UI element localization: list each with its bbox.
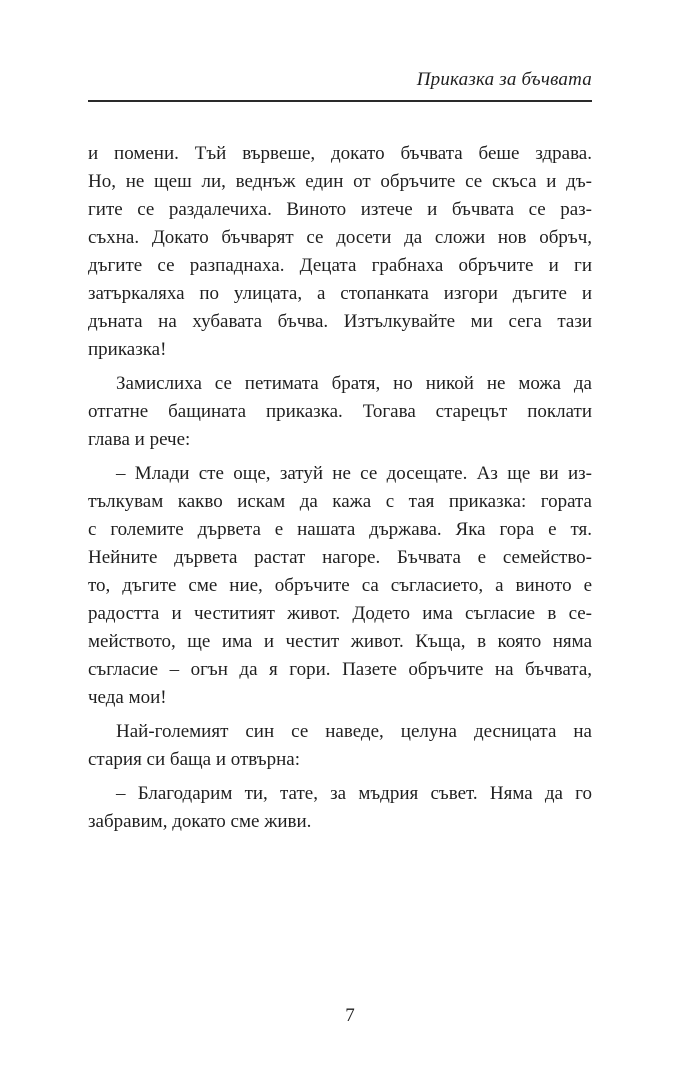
body-text xyxy=(88,140,592,836)
text-line: радостта и честитият живот. Додето има съгласие в се- xyxy=(88,603,592,624)
text-line: забравим, докато сме живи. xyxy=(88,811,312,832)
text-line: и помени. Тъй вървеше, докато бъчвата беше здрава. xyxy=(88,143,592,164)
paragraph xyxy=(88,370,592,454)
text-line: стария си баща и отвърна: xyxy=(88,749,300,770)
text-line: отгатне бащината приказка. Тогава старецът поклати xyxy=(88,401,592,422)
text-line: глава и рече: xyxy=(88,429,191,450)
text-line: тълкувам какво искам да кажа с тая приказка: гората xyxy=(88,491,592,512)
running-title: Приказка за бъчвата xyxy=(416,69,592,90)
text-line: съхна. Докато бъчварят се досети да сложи нов обръч, xyxy=(88,227,592,248)
text-line: то, дъгите сме ние, обръчите са съгласието, а виното е xyxy=(88,575,592,596)
text-line: Нейните дървета растат нагоре. Бъчвата е семейство- xyxy=(88,547,592,568)
header-rule xyxy=(88,100,592,102)
text-line: приказка! xyxy=(88,339,167,360)
paragraph xyxy=(88,780,592,836)
paragraph xyxy=(88,140,592,364)
paragraph xyxy=(88,718,592,774)
page-number: 7 xyxy=(345,1005,355,1026)
text-line: Замислиха се петимата братя, но никой не можа да xyxy=(116,373,592,394)
text-line: съгласие – огън да я гори. Пазете обръчите на бъчвата, xyxy=(88,659,592,680)
text-line: Най-големият син се наведе, целуна десницата на xyxy=(116,721,592,742)
text-line: мейството, ще има и честит живот. Къща, в която няма xyxy=(88,631,592,652)
text-line: – Млади сте още, затуй не се досещате. Аз ще ви из- xyxy=(116,463,592,484)
paragraph xyxy=(88,460,592,712)
text-line: затъркаляха по улицата, а стопанката изгори дъгите и xyxy=(88,283,592,304)
text-line: дъгите се разпаднаха. Децата грабнаха обръчите и ги xyxy=(88,255,592,276)
text-line: дъната на хубавата бъчва. Изтълкувайте ми сега тази xyxy=(88,311,592,332)
text-line: Но, не щеш ли, веднъж един от обръчите се скъса и дъ- xyxy=(88,171,592,192)
text-line: чеда мои! xyxy=(88,687,167,708)
text-line: – Благодарим ти, тате, за мъдрия съвет. Няма да го xyxy=(116,783,592,804)
text-line: гите се раздалечиха. Виното изтече и бъчвата се раз- xyxy=(88,199,592,220)
text-line: с големите дървета е нашата държава. Яка гора е тя. xyxy=(88,519,592,540)
